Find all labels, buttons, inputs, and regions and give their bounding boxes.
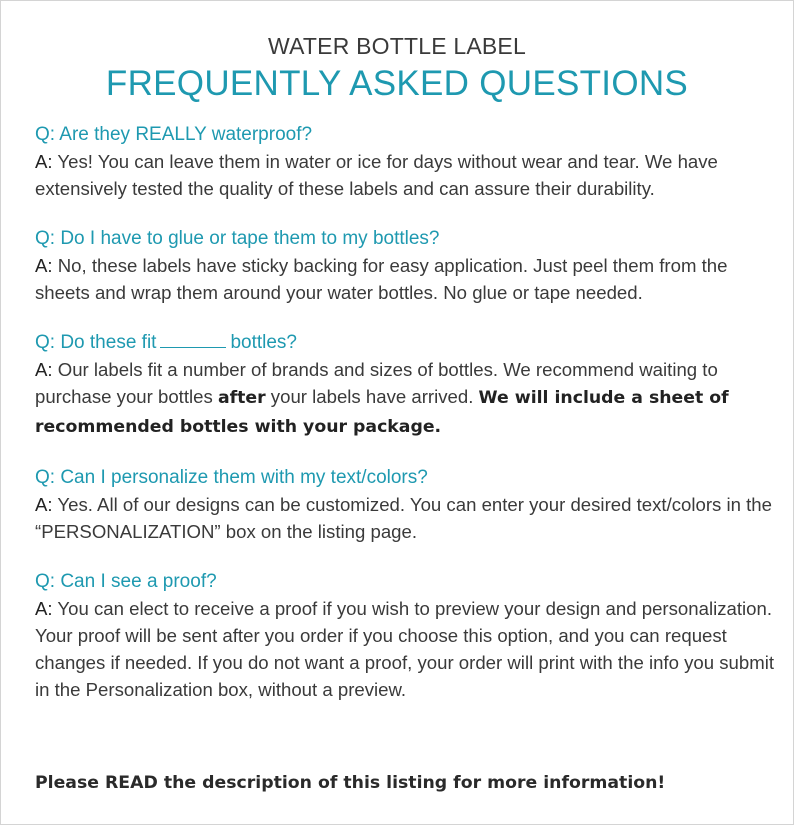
answer-text: No, these labels have sticky backing for easy application. Just peel them from the sheets and wrap them around your water bottles. No glue or tape needed. — [35, 255, 728, 303]
faq-item-fit — [35, 329, 780, 441]
answer-label: A: — [35, 151, 53, 172]
footer-bold-read: READ — [105, 773, 158, 793]
page-title: FREQUENTLY ASKED QUESTIONS — [105, 64, 689, 103]
faq-answer — [35, 595, 780, 703]
answer-label: A: — [35, 359, 53, 380]
faq-answer — [35, 148, 780, 202]
blank-line — [160, 329, 226, 348]
answer-text: Yes. All of our designs can be customized. You can enter your desired text/colors in the “PERSONALIZATION” box on the listing page. — [35, 494, 772, 542]
faq-item-personalize — [35, 464, 780, 545]
footer-text-before: Please — [35, 773, 105, 793]
faq-question: Q: Can I personalize them with my text/colors? — [35, 467, 428, 488]
faq-item-glue — [35, 225, 780, 306]
faq-list — [35, 121, 780, 726]
answer-text: You can elect to receive a proof if you wish to preview your design and personalization. Your proof will be sent after you order if you choose this option, and you can request changes if needed. If you do not want a proof, your order will print with the info you submit in the Personalization box, without a preview. — [35, 598, 775, 700]
answer-bold-after: after — [217, 388, 266, 408]
answer-label: A: — [35, 598, 53, 619]
answer-text: Yes! You can leave them in water or ice for days without wear and tear. We have extensively tested the quality of these labels and can assure their durability. — [35, 151, 718, 199]
answer-label: A: — [35, 255, 53, 276]
answer-label: A: — [35, 494, 53, 515]
question-text-after: bottles? — [230, 332, 297, 353]
faq-question: Q: Do I have to glue or tape them to my bottles? — [35, 228, 440, 249]
faq-question: Q: Are they REALLY waterproof? — [35, 124, 313, 145]
footer-text-after: the description of this listing for more information! — [157, 773, 666, 793]
answer-bold-include: We will include a sheet of recommended bottles with your package. — [35, 388, 729, 437]
header — [1, 32, 793, 105]
faq-item-waterproof — [35, 121, 780, 202]
answer-text-part1: Our labels fit a number of brands and sizes of bottles. We recommend waiting to purchase your bottles — [35, 359, 718, 407]
faq-question: Q: Can I see a proof? — [35, 571, 217, 592]
page-subtitle: WATER BOTTLE LABEL — [268, 33, 526, 59]
faq-answer — [35, 491, 780, 545]
faq-answer — [35, 252, 780, 306]
faq-answer — [35, 356, 780, 441]
question-text-before: Q: Do these fit — [35, 332, 157, 353]
answer-text-part2: your labels have arrived. — [265, 386, 479, 407]
faq-item-proof — [35, 568, 780, 703]
faq-question — [35, 329, 780, 356]
footer-note — [35, 771, 780, 795]
